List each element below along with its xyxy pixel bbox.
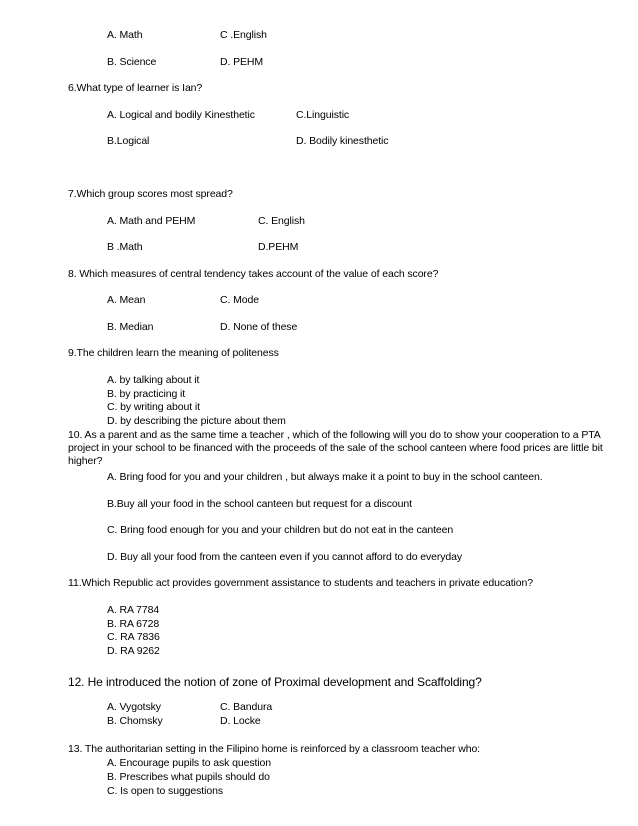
q7-option-c: C. English — [258, 215, 305, 227]
q6-question: 6.What type of learner is Ian? — [68, 82, 203, 94]
q13-option-b: B. Prescribes what pupils should do — [107, 771, 270, 783]
q13-option-a: A. Encourage pupils to ask question — [107, 757, 272, 769]
q5-option-a: A. Math — [107, 29, 143, 41]
q5-option-d: D. PEHM — [220, 56, 264, 68]
q5-option-b: B. Science — [107, 56, 157, 68]
q8-option-d: D. None of these — [220, 321, 298, 333]
q9-option-c: C. by writing about it — [107, 401, 200, 413]
q8-option-b: B. Median — [107, 321, 154, 333]
q9-option-b: B. by practicing it — [107, 388, 186, 400]
q12-option-a: A. Vygotsky — [107, 701, 161, 713]
q9-option-d: D. by describing the picture about them — [107, 415, 286, 427]
q11-option-d: D. RA 9262 — [107, 645, 160, 657]
q5-option-c: C .English — [220, 29, 267, 41]
q10-option-c: C. Bring food enough for you and your children but do not eat in the canteen — [107, 524, 454, 536]
q7-option-a: A. Math and PEHM — [107, 215, 196, 227]
q11-option-b: B. RA 6728 — [107, 618, 160, 630]
q9-option-a: A. by talking about it — [107, 374, 200, 386]
q7-question: 7.Which group scores most spread? — [68, 188, 233, 200]
q10-option-b: B.Buy all your food in the school canteen but request for a discount — [107, 498, 412, 510]
q13-question: 13. The authoritarian setting in the Filipino home is reinforced by a classroom teacher who: — [68, 743, 480, 755]
q6-option-b: B.Logical — [107, 135, 150, 147]
q10-question: 10. As a parent and as the same time a teacher , which of the following will you do to show your cooperation to a PTA project in your school to be financed with the proceeds of the sale of the school canteen where food prices are little bit higher? — [68, 429, 603, 467]
q12-option-b: B. Chomsky — [107, 715, 163, 727]
q12-option-c: C. Bandura — [220, 701, 273, 713]
q12-question: 12. He introduced the notion of zone of Proximal development and Scaffolding? — [68, 675, 482, 689]
q10-option-a: A. Bring food for you and your children , but always make it a point to buy in the school canteen. — [107, 471, 543, 483]
q11-option-c: C. RA 7836 — [107, 631, 160, 643]
q6-option-c: C.Linguistic — [296, 109, 350, 121]
q7-option-b: B .Math — [107, 241, 143, 253]
q13-option-c: C. Is open to suggestions — [107, 785, 223, 797]
q11-question: 11.Which Republic act provides government assistance to students and teachers in private education? — [68, 577, 534, 589]
q8-option-a: A. Mean — [107, 294, 146, 306]
q6-option-a: A. Logical and bodily Kinesthetic — [107, 109, 255, 121]
q12-option-d: D. Locke — [220, 715, 261, 727]
q11-option-a: A. RA 7784 — [107, 604, 160, 616]
q10-option-d: D. Buy all your food from the canteen even if you cannot afford to do everyday — [107, 551, 463, 563]
q8-option-c: C. Mode — [220, 294, 259, 306]
q6-option-d: D. Bodily kinesthetic — [296, 135, 389, 147]
q8-question: 8. Which measures of central tendency takes account of the value of each score? — [68, 268, 439, 280]
q7-option-d: D.PEHM — [258, 241, 299, 253]
q9-question: 9.The children learn the meaning of politeness — [68, 347, 279, 359]
